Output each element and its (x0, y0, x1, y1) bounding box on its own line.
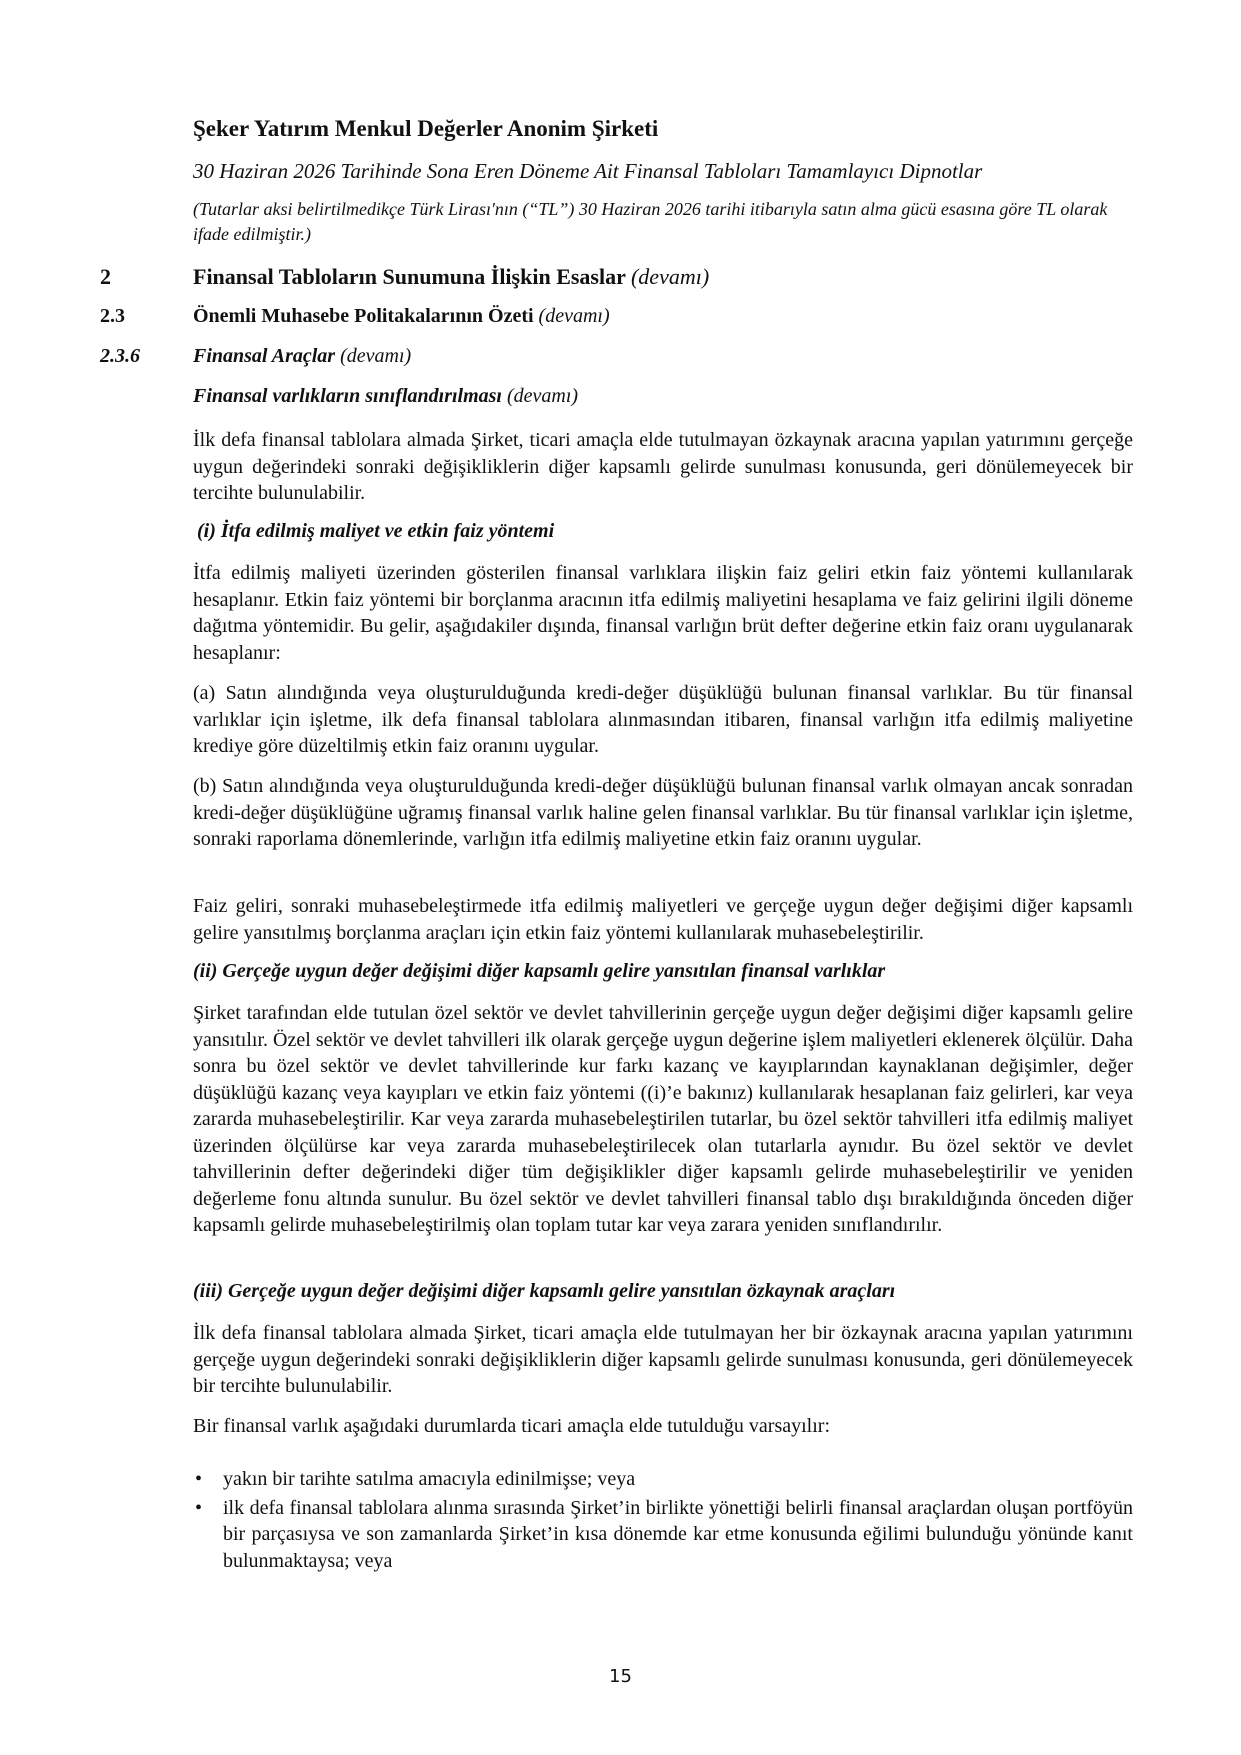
section-2-3-6-continued: (devamı) (340, 345, 412, 367)
bullet-icon: • (195, 1468, 203, 1490)
classification-heading-text: Finansal varlıkların sınıflandırılması (193, 385, 502, 407)
section-2-3-continued: (devamı) (538, 305, 610, 327)
held-for-trading-list (193, 1466, 1133, 1576)
heading-fvoci-assets: (ii) Gerçeğe uygun değer değişimi diğer kapsamlı gelire yansıtılan finansal varlıklar (193, 960, 886, 982)
section-2-3-6-title (193, 345, 411, 368)
paragraph-bonds: Şirket tarafından elde tutulan özel sektör ve devlet tahvillerinin gerçeğe uygun değer değişimi diğer kapsamlı gelire yansıtılır. Özel sektör ve devlet tahvilleri ilk olarak gerçeğe uygun değerine işlem maliyetleri eklenerek ölçülür. Daha sonra bu özel sektör ve devlet tahvillerinde kur farkı kazanç ve kayıplarından kaynaklanan değişimler, değer düşüklüğü kazanç veya kayıpları ve etkin faiz yöntemi ((i)’e bakınız) kullanılarak hesaplanan faiz gelirleri, kar veya zararda muhasebeleştirilir. Kar veya zararda muhasebeleştirilen tutarlar, bu özel sektör tahvilleri itfa edilmiş maliyet üzerinden ölçülürse kar veya zararda muhasebeleştirilecek olan tutarlarla aynıdır. Bu özel sektör ve devlet tahvillerinin defter değerindeki diğer tüm değişiklikler diğer kapsamlı gelirde muhasebeleştirilir ve yeniden değerleme fonu altında sunulur. Bu özel sektör ve devlet tahvilleri finansal tablo dışı bırakıldığında önceden diğer kapsamlı gelirde muhasebeleştirilmiş olan toplam tutar kar veya zarara yeniden sınıflandırılır. (193, 1002, 1133, 1236)
heading-fvoci-equity: (iii) Gerçeğe uygun değer değişimi diğer kapsamlı gelire yansıtılan özkaynak araçları (193, 1280, 896, 1302)
paragraph-interest-income: İtfa edilmiş maliyeti üzerinden gösterilen finansal varlıklara ilişkin faiz geliri etkin faiz yöntemi kullanılarak hesaplanır. Etkin faiz yöntemi bir borçlanma aracının itfa edilmiş maliyetini hesaplama ve faiz gelirini ilgili döneme dağıtma yöntemidir. Bu gelir, aşağıdakiler dışında, finansal varlığın brüt defter değerine etkin faiz oranı uygulanarak hesaplanır: (193, 562, 1133, 664)
classification-heading (193, 385, 578, 408)
paragraph-interest-recognition: Faiz geliri, sonraki muhasebeleştirmede itfa edilmiş maliyetleri ve gerçeğe uygun değer değişimi diğer kapsamlı gelire yansıtılmış borçlanma araçları için etkin faiz yöntemi kullanılarak muhasebeleştirilir. (193, 895, 1133, 944)
section-2-3-number: 2.3 (100, 305, 125, 327)
section-2-3-6-number: 2.3.6 (100, 345, 140, 367)
section-2-title (193, 264, 709, 290)
paragraph-initial-recognition: İlk defa finansal tablolara almada Şirket, ticari amaçla elde tutulmayan özkaynak aracına yapılan yatırımını gerçeğe uygun değerindeki sonraki değişikliklerin diğer kapsamlı gelirde sunulması konusunda, geri dönülemeyecek bir tercihte bulunulabilir. (193, 429, 1133, 504)
classification-continued: (devamı) (506, 385, 579, 407)
report-subtitle: 30 Haziran 2026 Tarihinde Sona Eren Döneme Ait Finansal Tabloları Tamamlayıcı Dipnotlar (193, 159, 983, 183)
bullet-icon: • (195, 1496, 203, 1519)
company-name: Şeker Yatırım Menkul Değerler Anonim Şirketi (193, 116, 659, 141)
heading-amortised-cost: (i) İtfa edilmiş maliyet ve etkin faiz yöntemi (197, 520, 555, 542)
list-item-text: yakın bir tarihte satılma amacıyla edinilmişse; veya (223, 1468, 636, 1490)
list-item-text: ilk defa finansal tablolara alınma sırasında Şirket’in birlikte yönettiği belirli finansal araçlardan oluşan portföyün bir parçasıysa ve son zamanlarda Şirket’in kısa dönemde kar etme konusunda eğilimi bulunduğu yönünde kanıt bulunmaktaysa; veya (223, 1496, 1133, 1572)
paragraph-item-b: (b) Satın alındığında veya oluşturulduğunda kredi-değer düşüklüğü bulunan finansal varlık olmayan ancak sonradan kredi-değer düşüklüğüne uğramış finansal varlık haline gelen finansal varlıklar. Bu tür finansal varlıklar için işletme, sonraki raporlama dönemlerinde, varlığın itfa edilmiş maliyetine etkin faiz oranını uygular. (193, 775, 1133, 850)
section-2-title-text: Finansal Tabloların Sunumuna İlişkin Esaslar (193, 264, 626, 289)
paragraph-held-for-trading: Bir finansal varlık aşağıdaki durumlarda ticari amaçla elde tutulduğu varsayılır: (193, 1415, 831, 1437)
currency-note: (Tutarlar aksi belirtilmedikçe Türk Lirası'nın (“TL”) 30 Haziran 2026 tarihi itibarıyla satın alma gücü esasına göre TL olarak ifade edilmiştir.) (193, 199, 1108, 244)
section-2-3-title (193, 305, 610, 328)
section-2-3-title-text: Önemli Muhasebe Politakalarının Özeti (193, 305, 534, 327)
section-2-number: 2 (100, 264, 111, 289)
page-number: 15 (609, 1666, 632, 1687)
section-2-3-6-title-text: Finansal Araçlar (193, 345, 336, 367)
paragraph-equity-election: İlk defa finansal tablolara almada Şirket, ticari amaçla elde tutulmayan her bir özkaynak aracına yapılan yatırımını gerçeğe uygun değerindeki sonraki değişikliklerin diğer kapsamlı gelirde sunulması konusunda, geri dönülemeyecek bir tercihte bulunulabilir. (193, 1322, 1133, 1397)
section-2-continued: (devamı) (630, 264, 710, 289)
list-item (193, 1495, 1133, 1575)
paragraph-item-a: (a) Satın alındığında veya oluşturulduğunda kredi-değer düşüklüğü bulunan finansal varlıklar. Bu tür finansal varlıklar için işletme, ilk defa finansal tablolara alınmasından itibaren, finansal varlığın itfa edilmiş maliyetine krediye göre düzeltilmiş etkin faiz oranını uygular. (193, 682, 1133, 757)
list-item (193, 1466, 1133, 1493)
